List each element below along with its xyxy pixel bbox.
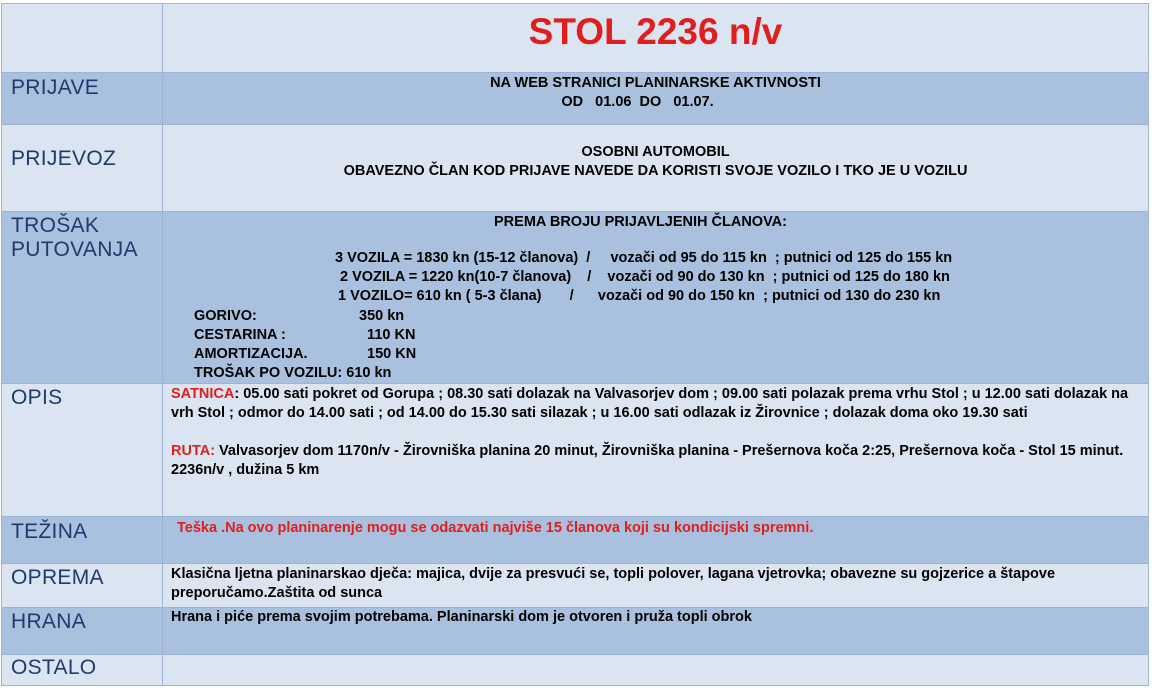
label-ostalo-text: OSTALO bbox=[11, 656, 97, 679]
trosak-cestarina bbox=[194, 326, 1148, 345]
label-prijevoz-text: PRIJEVOZ bbox=[11, 147, 117, 170]
trosak-gorivo-value: 350 kn bbox=[359, 308, 405, 324]
label-trosak bbox=[2, 212, 163, 384]
row-tezina bbox=[2, 517, 1149, 564]
trosak-cestarina-key: CESTARINA : bbox=[194, 327, 286, 343]
satnica-text: : 05.00 sati pokret od Gorupa ; 08.30 sati dolazak na Valvasorjev dom ; 09.00 sati polazak prema vrhu Stol ; u 12.00 sati dolazak na vrh Stol ; odmor do 14.00 sati ; od 14.00 do 15.30 sati silazak ; u 16.00 sati odlazak iz Žirovnice ; dolazak doma oko 19.30 sati bbox=[171, 386, 1129, 421]
trosak-gorivo-key: GORIVO: bbox=[194, 308, 257, 324]
content-prijevoz bbox=[163, 125, 1149, 212]
trosak-amortizacija bbox=[194, 345, 1148, 364]
vozila-row-3: 3 VOZILA = 1830 kn (15-12 članova) / vozači od 95 do 115 kn ; putnici od 125 do 155 kn bbox=[335, 250, 953, 266]
content-trosak bbox=[163, 212, 1149, 384]
row-oprema bbox=[2, 564, 1149, 608]
ruta-text: Valvasorjev dom 1170n/v - Žirovniška planina 20 minut, Žirovniška planina - Prešernova koča 2:25, Prešernova koča - Stol 15 minut. 2236n/v , dužina 5 km bbox=[171, 443, 1124, 478]
tezina-text: Teška .Na ovo planinarenje mogu se odazvati najviše 15 članova koji su kondicijski spremni. bbox=[177, 520, 814, 536]
row-ostalo bbox=[2, 655, 1149, 686]
prijevoz-line1: OSOBNI AUTOMOBIL bbox=[581, 144, 730, 160]
trosak-amortizacija-key: AMORTIZACIJA. bbox=[194, 346, 308, 362]
trip-plan-table bbox=[1, 3, 1149, 686]
label-oprema bbox=[2, 564, 163, 608]
row-trosak bbox=[2, 212, 1149, 384]
trosak-cestarina-value: 110 KN bbox=[359, 327, 416, 343]
row-hrana bbox=[2, 608, 1149, 655]
trosak-heading: PREMA BROJU PRIJAVLJENIH ČLANOVA: bbox=[494, 214, 787, 230]
satnica-label: SATNICA bbox=[171, 386, 235, 402]
trosak-gorivo bbox=[194, 307, 1148, 326]
label-opis bbox=[2, 384, 163, 517]
row-prijevoz bbox=[2, 125, 1149, 212]
title-row bbox=[2, 4, 1149, 73]
oprema-text: Klasična ljetna planinarskao dječa: majica, dvije za presvući se, topli polover, lagana vjetrovka; obavezne su gojzerice a štapove preporučamo.Zaštita od sunca bbox=[171, 566, 1056, 601]
satnica-paragraph bbox=[163, 384, 1148, 423]
page-title: STOL 2236 n/v bbox=[528, 11, 783, 52]
row-opis bbox=[2, 384, 1149, 517]
content-ostalo bbox=[163, 655, 1149, 686]
ruta-label: RUTA: bbox=[171, 443, 216, 459]
title-label-cell bbox=[2, 4, 163, 73]
content-tezina bbox=[163, 517, 1149, 564]
content-prijave bbox=[163, 73, 1149, 125]
hrana-text: Hrana i piće prema svojim potrebama. Planinarski dom je otvoren i pruža topli obrok bbox=[171, 609, 752, 625]
content-hrana bbox=[163, 608, 1149, 655]
label-oprema-text: OPREMA bbox=[11, 566, 104, 589]
prijave-line2: OD 01.06 DO 01.07. bbox=[561, 94, 714, 110]
trosak-amortizacija-value: 150 KN bbox=[359, 346, 417, 362]
label-hrana-text: HRANA bbox=[11, 610, 87, 633]
prijave-line1: NA WEB STRANICI PLANINARSKE AKTIVNOSTI bbox=[490, 75, 821, 91]
content-opis bbox=[163, 384, 1149, 517]
troskovi-list bbox=[194, 307, 1148, 383]
prijevoz-line2: OBAVEZNO ČLAN KOD PRIJAVE NAVEDE DA KORISTI SVOJE VOZILO I TKO JE U VOZILU bbox=[343, 163, 968, 179]
row-prijave bbox=[2, 73, 1149, 125]
label-prijave bbox=[2, 73, 163, 125]
label-prijave-text: PRIJAVE bbox=[11, 76, 100, 99]
label-prijevoz bbox=[2, 125, 163, 212]
label-hrana bbox=[2, 608, 163, 655]
label-tezina bbox=[2, 517, 163, 564]
content-oprema bbox=[163, 564, 1149, 608]
label-trosak-line2: PUTOVANJA bbox=[11, 238, 138, 261]
title-cell bbox=[163, 4, 1149, 73]
vozila-list bbox=[163, 249, 1148, 306]
label-ostalo bbox=[2, 655, 163, 686]
trosak-po-vozilu: TROŠAK PO VOZILU: 610 kn bbox=[194, 365, 392, 381]
ruta-paragraph bbox=[163, 442, 1148, 480]
label-opis-text: OPIS bbox=[11, 386, 63, 409]
label-trosak-line1: TROŠAK bbox=[11, 214, 100, 237]
label-tezina-text: TEŽINA bbox=[11, 520, 88, 543]
label-trosak-text bbox=[11, 212, 162, 262]
vozila-row-1: 1 VOZILO= 610 kn ( 5-3 člana) / vozači od 90 do 150 kn ; putnici od 130 do 230 kn bbox=[338, 288, 941, 304]
vozila-row-2: 2 VOZILA = 1220 kn(10-7 članova) / vozači od 90 do 130 kn ; putnici od 125 do 180 kn bbox=[340, 269, 950, 285]
